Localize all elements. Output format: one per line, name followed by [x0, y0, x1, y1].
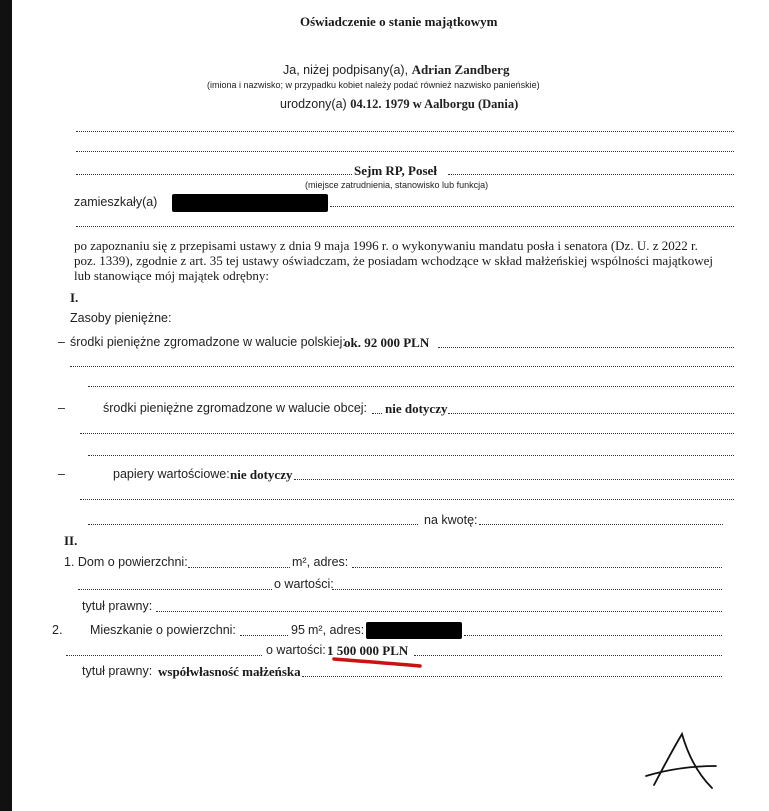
declaration-line-2: poz. 1339), zgodnie z art. 35 tej ustawy oświadczam, że posiadam wchodzące w skład małżeńskiej wspólności majątkowej — [74, 253, 713, 268]
flat-title-label: tytuł prawny: — [82, 664, 153, 678]
dash-bullet: – — [58, 401, 65, 415]
dotted-line — [88, 386, 734, 387]
declaration-line-3: lub stanowiące mój majątek odrębny: — [74, 268, 269, 283]
dotted-line — [330, 206, 734, 207]
securities-value: nie dotyczy — [230, 467, 293, 482]
dotted-line — [76, 174, 352, 175]
flat-label: Mieszkanie o powierzchni: — [90, 623, 236, 637]
dotted-line — [76, 151, 734, 152]
dotted-line — [332, 589, 722, 590]
house-title-label: tytuł prawny: — [82, 599, 153, 613]
document-title: Oświadczenie o stanie majątkowym — [300, 14, 498, 29]
employment-note: (miejsce zatrudnienia, stanowisko lub funkcja) — [305, 180, 489, 190]
birth-value: 04.12. 1979 w Aalborgu (Dania) — [350, 97, 519, 111]
dotted-line — [414, 655, 722, 656]
dotted-line — [352, 567, 722, 568]
declaration-line-1: po zapoznaniu się z przepisami ustawy z dnia 9 maja 1996 r. o wykonywaniu mandatu posła i senatora (Dz. U. z 2022 r. — [74, 238, 698, 253]
dotted-line — [80, 499, 734, 500]
flat-area: 95 — [291, 623, 305, 637]
section-1-heading: I. — [70, 290, 79, 305]
securities-label: papiery wartościowe: — [113, 467, 230, 481]
dotted-line — [70, 366, 734, 367]
flat-value: 1 500 000 PLN — [327, 643, 409, 658]
flat-unit: m², adres: — [308, 623, 365, 637]
flat-value-label: o wartości: — [266, 643, 326, 657]
dotted-line — [294, 479, 734, 480]
dotted-line — [76, 226, 734, 227]
dotted-line — [88, 455, 734, 456]
flat-number: 2. — [52, 623, 63, 637]
pln-label: środki pieniężne zgromadzone w walucie polskiej: — [70, 335, 346, 349]
birth-line: urodzony(a) 04.12. 1979 w Aalborgu (Dania) — [280, 97, 519, 111]
dotted-line — [80, 433, 734, 434]
dotted-line — [188, 567, 290, 568]
dotted-line — [448, 174, 734, 175]
flat-title-value: współwłasność małżeńska — [158, 664, 301, 679]
red-underline-mark — [332, 656, 422, 670]
dash-bullet: – — [58, 335, 65, 349]
dotted-line — [240, 635, 288, 636]
dotted-line — [78, 589, 272, 590]
house-label: 1. Dom o powierzchni: — [64, 555, 188, 569]
dotted-line — [438, 347, 734, 348]
foreign-value: nie dotyczy — [385, 401, 448, 416]
name-note: (imiona i nazwisko; w przypadku kobiet należy podać również nazwisko panieńskie) — [207, 80, 540, 90]
dash-bullet: – — [58, 467, 65, 481]
residence-label: zamieszkały(a) — [74, 195, 158, 209]
employment-value: Sejm RP, Poseł — [354, 163, 437, 178]
amount-label: na kwotę: — [424, 513, 478, 527]
section-1-subheading: Zasoby pieniężne: — [70, 311, 172, 325]
dotted-line — [66, 655, 262, 656]
pln-value: ok. 92 000 PLN — [344, 335, 430, 350]
dotted-line — [464, 635, 722, 636]
dotted-line — [479, 524, 723, 525]
dotted-line — [156, 611, 722, 612]
redacted-address — [366, 622, 462, 639]
redacted-address — [172, 194, 328, 212]
dotted-line — [302, 676, 722, 677]
dotted-line — [372, 413, 382, 414]
intro-line: Ja, niżej podpisany(a), Adrian Zandberg — [283, 62, 510, 77]
document-page — [12, 0, 769, 811]
dotted-line — [76, 131, 734, 132]
declarant-name: Adrian Zandberg — [411, 62, 510, 77]
dotted-line — [448, 413, 734, 414]
foreign-label: środki pieniężne zgromadzone w walucie obcej: — [103, 401, 368, 415]
signature-initial — [642, 730, 722, 800]
house-value-label: o wartości: — [274, 577, 334, 591]
dotted-line — [88, 524, 418, 525]
house-unit: m², adres: — [292, 555, 349, 569]
section-2-heading: II. — [64, 533, 78, 548]
